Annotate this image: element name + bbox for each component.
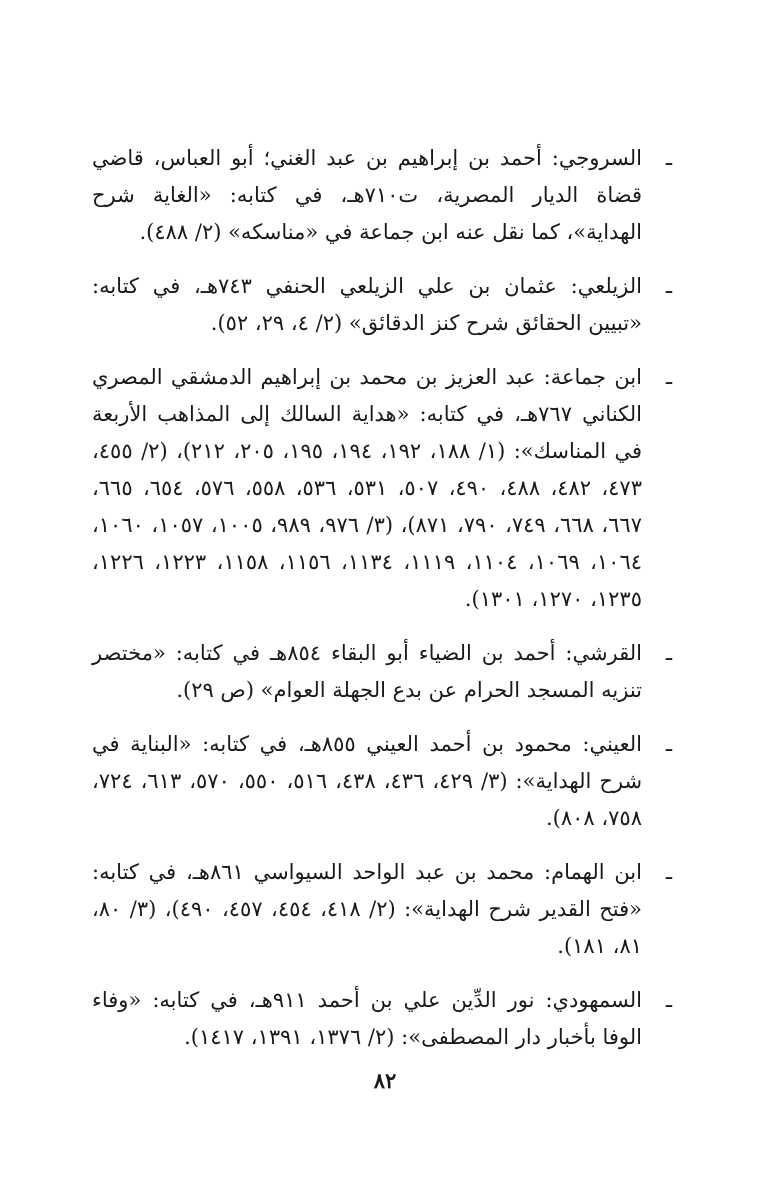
entry-text: الزيلعي: عثمان بن علي الزيلعي الحنفي ٧٤٣هـ، في كتابه: «تبيين الحقائق شرح كنز الدقائق» (٢/ ٤، ٢٩، ٥٢).	[92, 274, 642, 335]
entry-text: السروجي: أحمد بن إبراهيم بن عبد الغني؛ أبو العباس، قاضي قضاة الديار المصرية، ت٧١٠هـ، في كتابه: «الغاية شرح الهداية»، كما نقل عنه ابن جماعة في «مناسكه» (٢/ ٤٨٨).	[92, 146, 642, 244]
entry-dash: ـ	[665, 732, 672, 756]
page-number: ٨٢	[373, 1068, 397, 1093]
entry-dash: ـ	[665, 860, 672, 884]
entry-text: السمهودي: نور الدِّين علي بن أحمد ٩١١هـ، في كتابه: «وفاء الوفا بأخبار دار المصطفى»: (٢/ ١٣٧٦، ١٣٩١، ١٤١٧).	[92, 988, 642, 1049]
entry-samhudi	[92, 982, 672, 1056]
entry-dash: ـ	[665, 988, 672, 1012]
entry-dash: ـ	[665, 274, 672, 298]
entry-text: القرشي: أحمد بن الضياء أبو البقاء ٨٥٤هـ في كتابه: «مختصر تنزيه المسجد الحرام عن بدع الجهلة العوام» (ص ٢٩).	[92, 641, 642, 702]
entry-zaylai	[92, 268, 672, 342]
entry-text: ابن الهمام: محمد بن عبد الواحد السيواسي ٨٦١هـ، في كتابه: «فتح القدير شرح الهداية»: (٢/ ٤١٨، ٤٥٤، ٤٥٧، ٤٩٠)، (٣/ ٨٠، ٨١، ١٨١).	[92, 860, 642, 958]
entry-qurashi	[92, 635, 672, 709]
entry-text: ابن جماعة: عبد العزيز بن محمد بن إبراهيم الدمشقي المصري الكناني ٧٦٧هـ، في كتابه: «هداية السالك إلى المذاهب الأربعة في المناسك»: (١/ ١٨٨، ١٩٢، ١٩٤، ١٩٥، ٢٠٥، ٢١٢)، (٢/ ٤٥٥، ٤٧٣، ٤٨٢، ٤٨٨، ٤٩٠، ٥٠٧، ٥٣١، ٥٣٦، ٥٥٨، ٥٧٦، ٦٥٤، ٦٦٥، ٦٦٧، ٦٦٨، ٧٤٩، ٧٩٠، ٨٧١)، (٣/ ٩٧٦، ٩٨٩، ١٠٠٥، ١٠٥٧، ١٠٦٠، ١٠٦٤، ١٠٦٩، ١١٠٤، ١١١٩، ١١٣٤، ١١٥٦، ١١٥٨، ١٢٢٣، ١٢٢٦، ١٢٣٥، ١٢٧٠، ١٣٠١).	[92, 365, 643, 611]
entry-sarouji	[92, 140, 672, 251]
entry-ibn-alhumam	[92, 854, 672, 965]
entry-dash: ـ	[665, 641, 672, 665]
page-content	[92, 140, 672, 1073]
entry-ayni	[92, 726, 672, 837]
entry-dash: ـ	[665, 365, 672, 389]
entry-dash: ـ	[665, 146, 672, 170]
entry-text: العيني: محمود بن أحمد العيني ٨٥٥هـ، في كتابه: «البناية في شرح الهداية»: (٣/ ٤٢٩، ٤٣٦، ٤٣٨، ٥١٦، ٥٥٠، ٥٧٠، ٦١٣، ٧٢٤، ٧٥٨، ٨٠٨).	[92, 732, 643, 830]
entry-ibn-jamaa	[92, 359, 672, 618]
